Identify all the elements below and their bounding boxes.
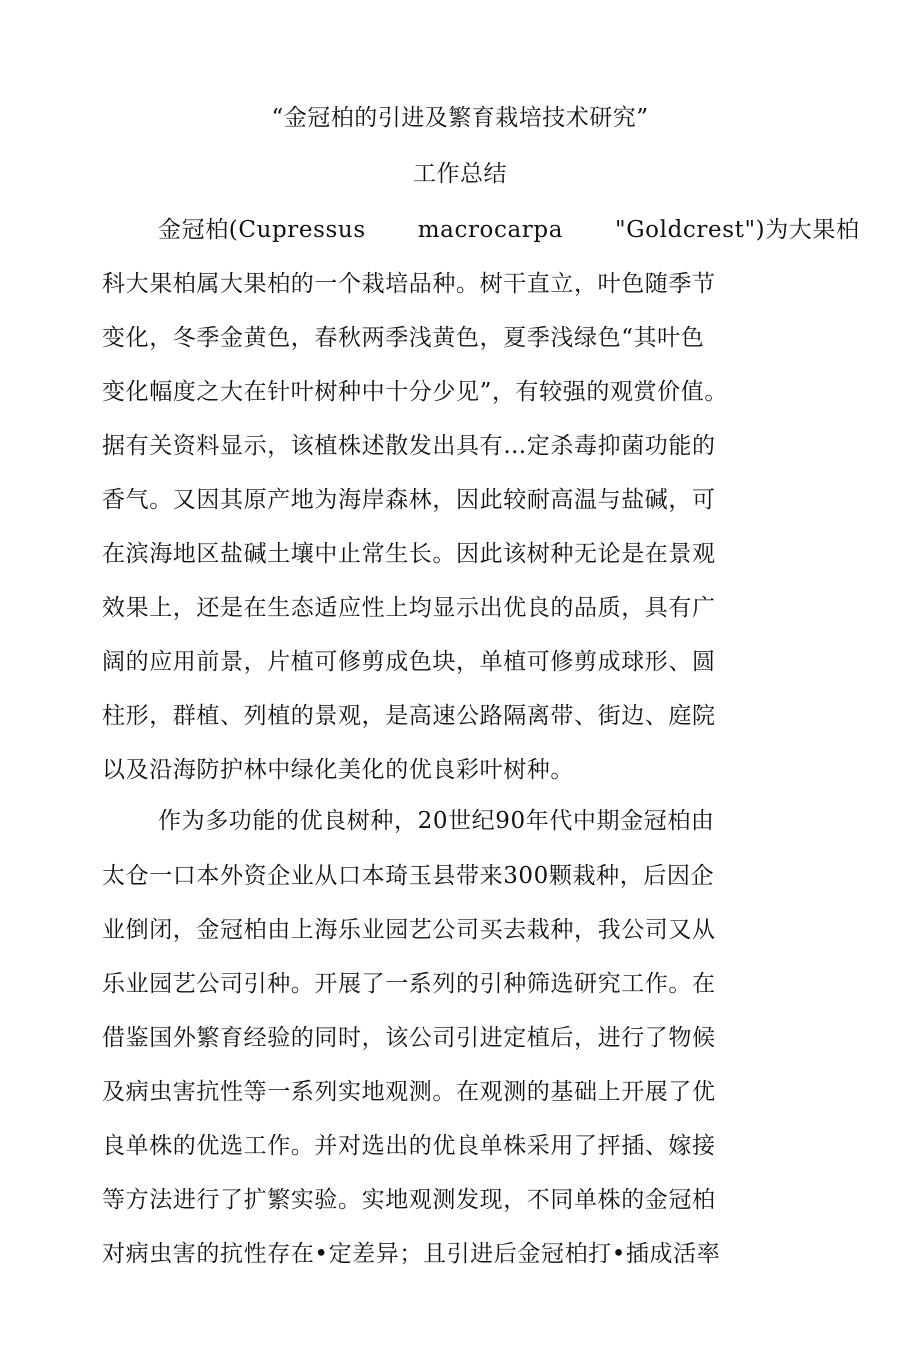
paragraph-1-line-2: 科大果柏属大果柏的一个栽培品种。树干直立，叶色随季节	[102, 271, 716, 297]
paragraph-2-line-4: 乐业园艺公司引种。开展了一系列的引种筛选研究工作。在	[102, 971, 716, 997]
paragraph-2-line-8: 等方法进行了扩繁实验。实地观测发现，不同单株的金冠柏	[102, 1187, 716, 1213]
paragraph-1-line-8: 效果上，还是在生态适应性上均显示出优良的品质，具有广	[102, 595, 716, 621]
paragraph-1-line-5: 据有关资料显示，该植株述散发出具有…定杀毒抑菌功能的	[102, 433, 716, 459]
paragraph-2-line-1: 作为多功能的优良树种，20世纪90年代中期金冠柏由	[158, 808, 715, 834]
paragraph-1-line-4: 变化幅度之大在针叶树种中十分少见”，有较强的观赏价值。	[102, 379, 728, 405]
paragraph-1-line-9: 阔的应用前景，片植可修剪成色块，单植可修剪成球形、圆	[102, 649, 716, 675]
paragraph-2-line-5: 借鉴国外繁育经验的同时，该公司引进定植后，进行了物候	[102, 1025, 716, 1051]
paragraph-1-line-1-part-1: 金冠柏(Cupressus	[158, 217, 366, 243]
paragraph-1-line-1-part-2: macrocarpa	[417, 217, 564, 243]
paragraph-2-line-9: 对病虫害的抗性存在•定差异；且引进后金冠柏打•插成活率	[102, 1241, 721, 1267]
paragraph-1-line-6: 香气。又因其原产地为海岸森林，因此较耐高温与盐碱，可	[102, 487, 716, 513]
paragraph-1-line-1-part-3: "Goldcrest")为大果柏	[615, 217, 860, 243]
document-subtitle: 工作总结	[413, 161, 507, 187]
paragraph-1-line-10: 柱形，群植、列植的景观，是高速公路隔离带、街边、庭院	[102, 703, 716, 729]
paragraph-2-line-3: 业倒闭，金冠柏由上海乐业园艺公司买去栽种，我公司又从	[102, 917, 716, 943]
paragraph-1-line-3: 变化，冬季金黄色，春秋两季浅黄色，夏季浅绿色“其叶色	[102, 325, 705, 351]
paragraph-2-line-2: 太仓一口本外资企业从口本琦玉县带来300颗栽种，后因企	[102, 863, 715, 889]
document-title: “金冠柏的引进及繁育栽培技术研究”	[271, 105, 649, 131]
paragraph-2-line-7: 良单株的优选工作。并对选出的优良单株采用了抨插、嫁接	[102, 1133, 716, 1159]
paragraph-2-line-6: 及病虫害抗性等一系列实地观测。在观测的基础上开展了优	[102, 1079, 716, 1105]
paragraph-1-line-7: 在滨海地区盐碱土壤中止常生长。因此该树种无论是在景观	[102, 541, 716, 567]
paragraph-1-line-1	[158, 211, 860, 244]
paragraph-1-line-11: 以及沿海防护林中绿化美化的优良彩叶树种。	[102, 757, 574, 783]
